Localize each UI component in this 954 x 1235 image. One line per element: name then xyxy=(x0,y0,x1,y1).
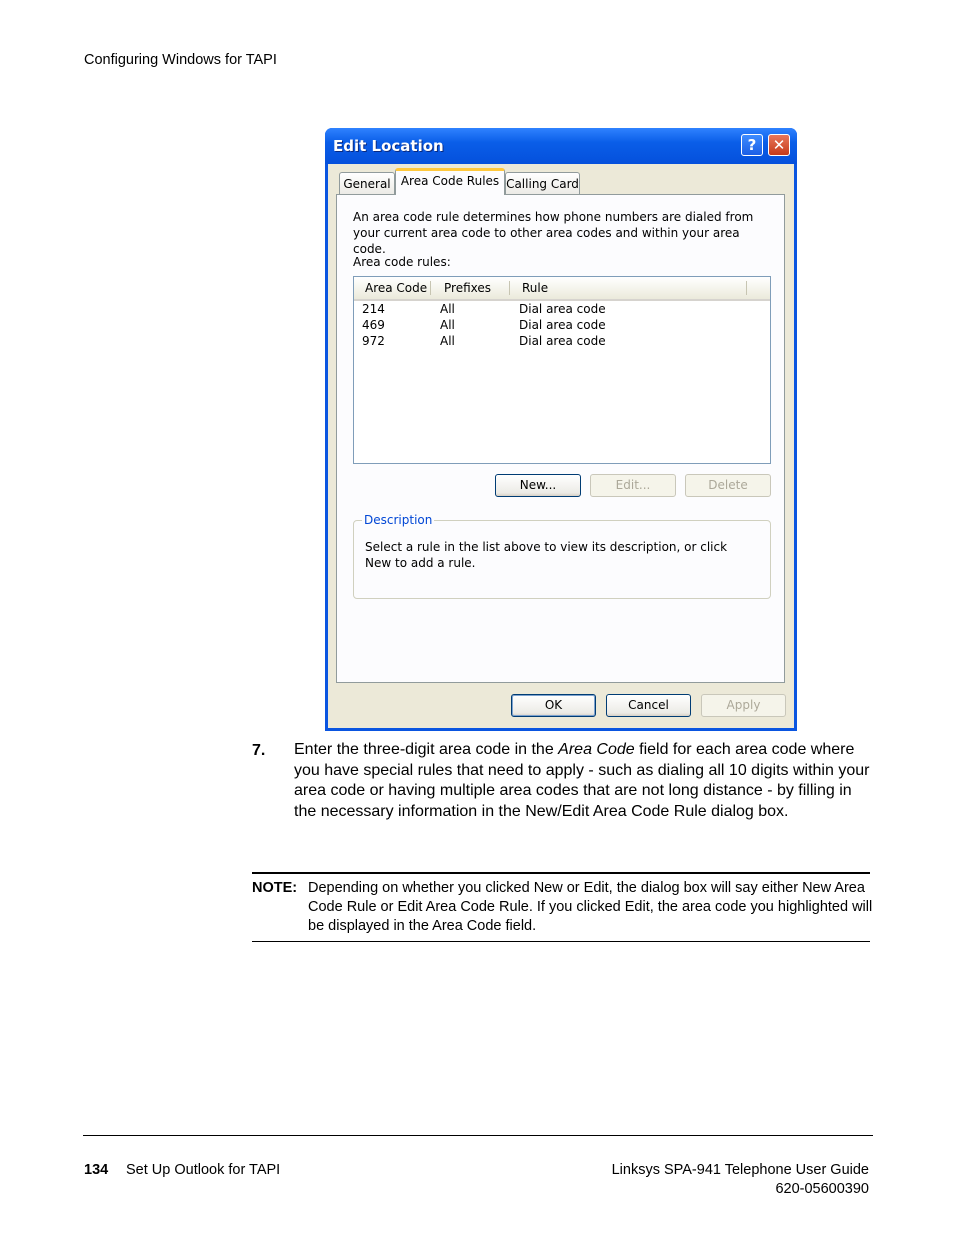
edit-location-dialog xyxy=(325,128,797,731)
column-rule[interactable]: Rule xyxy=(522,281,549,295)
new-button[interactable]: New... xyxy=(495,474,581,497)
delete-button[interactable]: Delete xyxy=(685,474,771,497)
column-area-code[interactable]: Area Code xyxy=(365,281,428,295)
step-text-after: field for each area code where you have special rules that need to apply - such as dialing all 10 digits within your area code or having multiple area codes that are not long distance - by filling in the necessary information in the New/Edit Area Code Rule dialog box. xyxy=(294,741,870,820)
step-text-before: Enter the three-digit area code in the xyxy=(294,741,559,758)
step-number: 7. xyxy=(252,742,266,759)
title-bar[interactable] xyxy=(325,128,797,164)
area-code-cell: 469 xyxy=(362,318,385,332)
area-code-cell: 214 xyxy=(362,302,385,316)
column-divider[interactable] xyxy=(746,281,747,295)
note-bottom-rule xyxy=(252,941,870,942)
list-header xyxy=(354,277,770,301)
tab-area-code-rules[interactable]: Area Code Rules xyxy=(395,168,505,195)
ok-button[interactable]: OK xyxy=(511,694,596,717)
note-text: Depending on whether you clicked New or Edit, the dialog box will say either New Area Code Rule or Edit Area Code Rule. If you clicked Edit, the area code you highlighted will be displayed in the Area Code field. xyxy=(308,880,873,934)
table-row[interactable] xyxy=(354,318,770,335)
column-divider[interactable] xyxy=(509,281,510,295)
rule-cell: Dial area code xyxy=(519,302,606,316)
note-top-rule xyxy=(252,872,870,874)
close-icon[interactable]: ✕ xyxy=(768,134,790,156)
area-code-cell: 972 xyxy=(362,334,385,348)
page-number: 134 xyxy=(84,1162,109,1178)
column-divider[interactable] xyxy=(430,281,431,295)
tab-general[interactable]: General xyxy=(339,172,395,194)
prefixes-cell: All xyxy=(440,302,455,316)
table-row[interactable] xyxy=(354,302,770,319)
prefixes-cell: All xyxy=(440,318,455,332)
cancel-button[interactable]: Cancel xyxy=(606,694,691,717)
footer-chapter: Set Up Outlook for TAPI xyxy=(126,1162,281,1178)
table-row[interactable] xyxy=(354,334,770,351)
description-text: Select a rule in the list above to view its description, or click New to add a rule. xyxy=(365,540,728,570)
rule-cell: Dial area code xyxy=(519,318,606,332)
area-code-rules-list[interactable] xyxy=(353,276,771,464)
edit-button[interactable]: Edit... xyxy=(590,474,676,497)
prefixes-cell: All xyxy=(440,334,455,348)
footer-guide-title: Linksys SPA-941 Telephone User Guide xyxy=(611,1162,869,1178)
description-label: Description xyxy=(364,513,433,527)
footer-doc-number: 620-05600390 xyxy=(775,1181,869,1197)
rules-label: Area code rules: xyxy=(353,255,451,269)
help-icon[interactable]: ? xyxy=(741,134,763,156)
apply-button[interactable]: Apply xyxy=(701,694,786,717)
dialog-body xyxy=(328,164,794,728)
tab-panel xyxy=(336,194,785,683)
tab-calling-card[interactable]: Calling Card xyxy=(505,172,580,194)
column-prefixes[interactable]: Prefixes xyxy=(444,281,492,295)
dialog-title: Edit Location xyxy=(333,137,444,155)
step-field-name: Area Code xyxy=(558,741,635,758)
intro-text: An area code rule determines how phone numbers are dialed from your current area code to other area codes and within your area code. xyxy=(353,210,754,256)
note-label: NOTE: xyxy=(252,880,298,896)
footer-rule xyxy=(83,1135,873,1136)
step-text xyxy=(294,740,872,822)
rule-cell: Dial area code xyxy=(519,334,606,348)
running-header: Configuring Windows for TAPI xyxy=(84,52,277,68)
